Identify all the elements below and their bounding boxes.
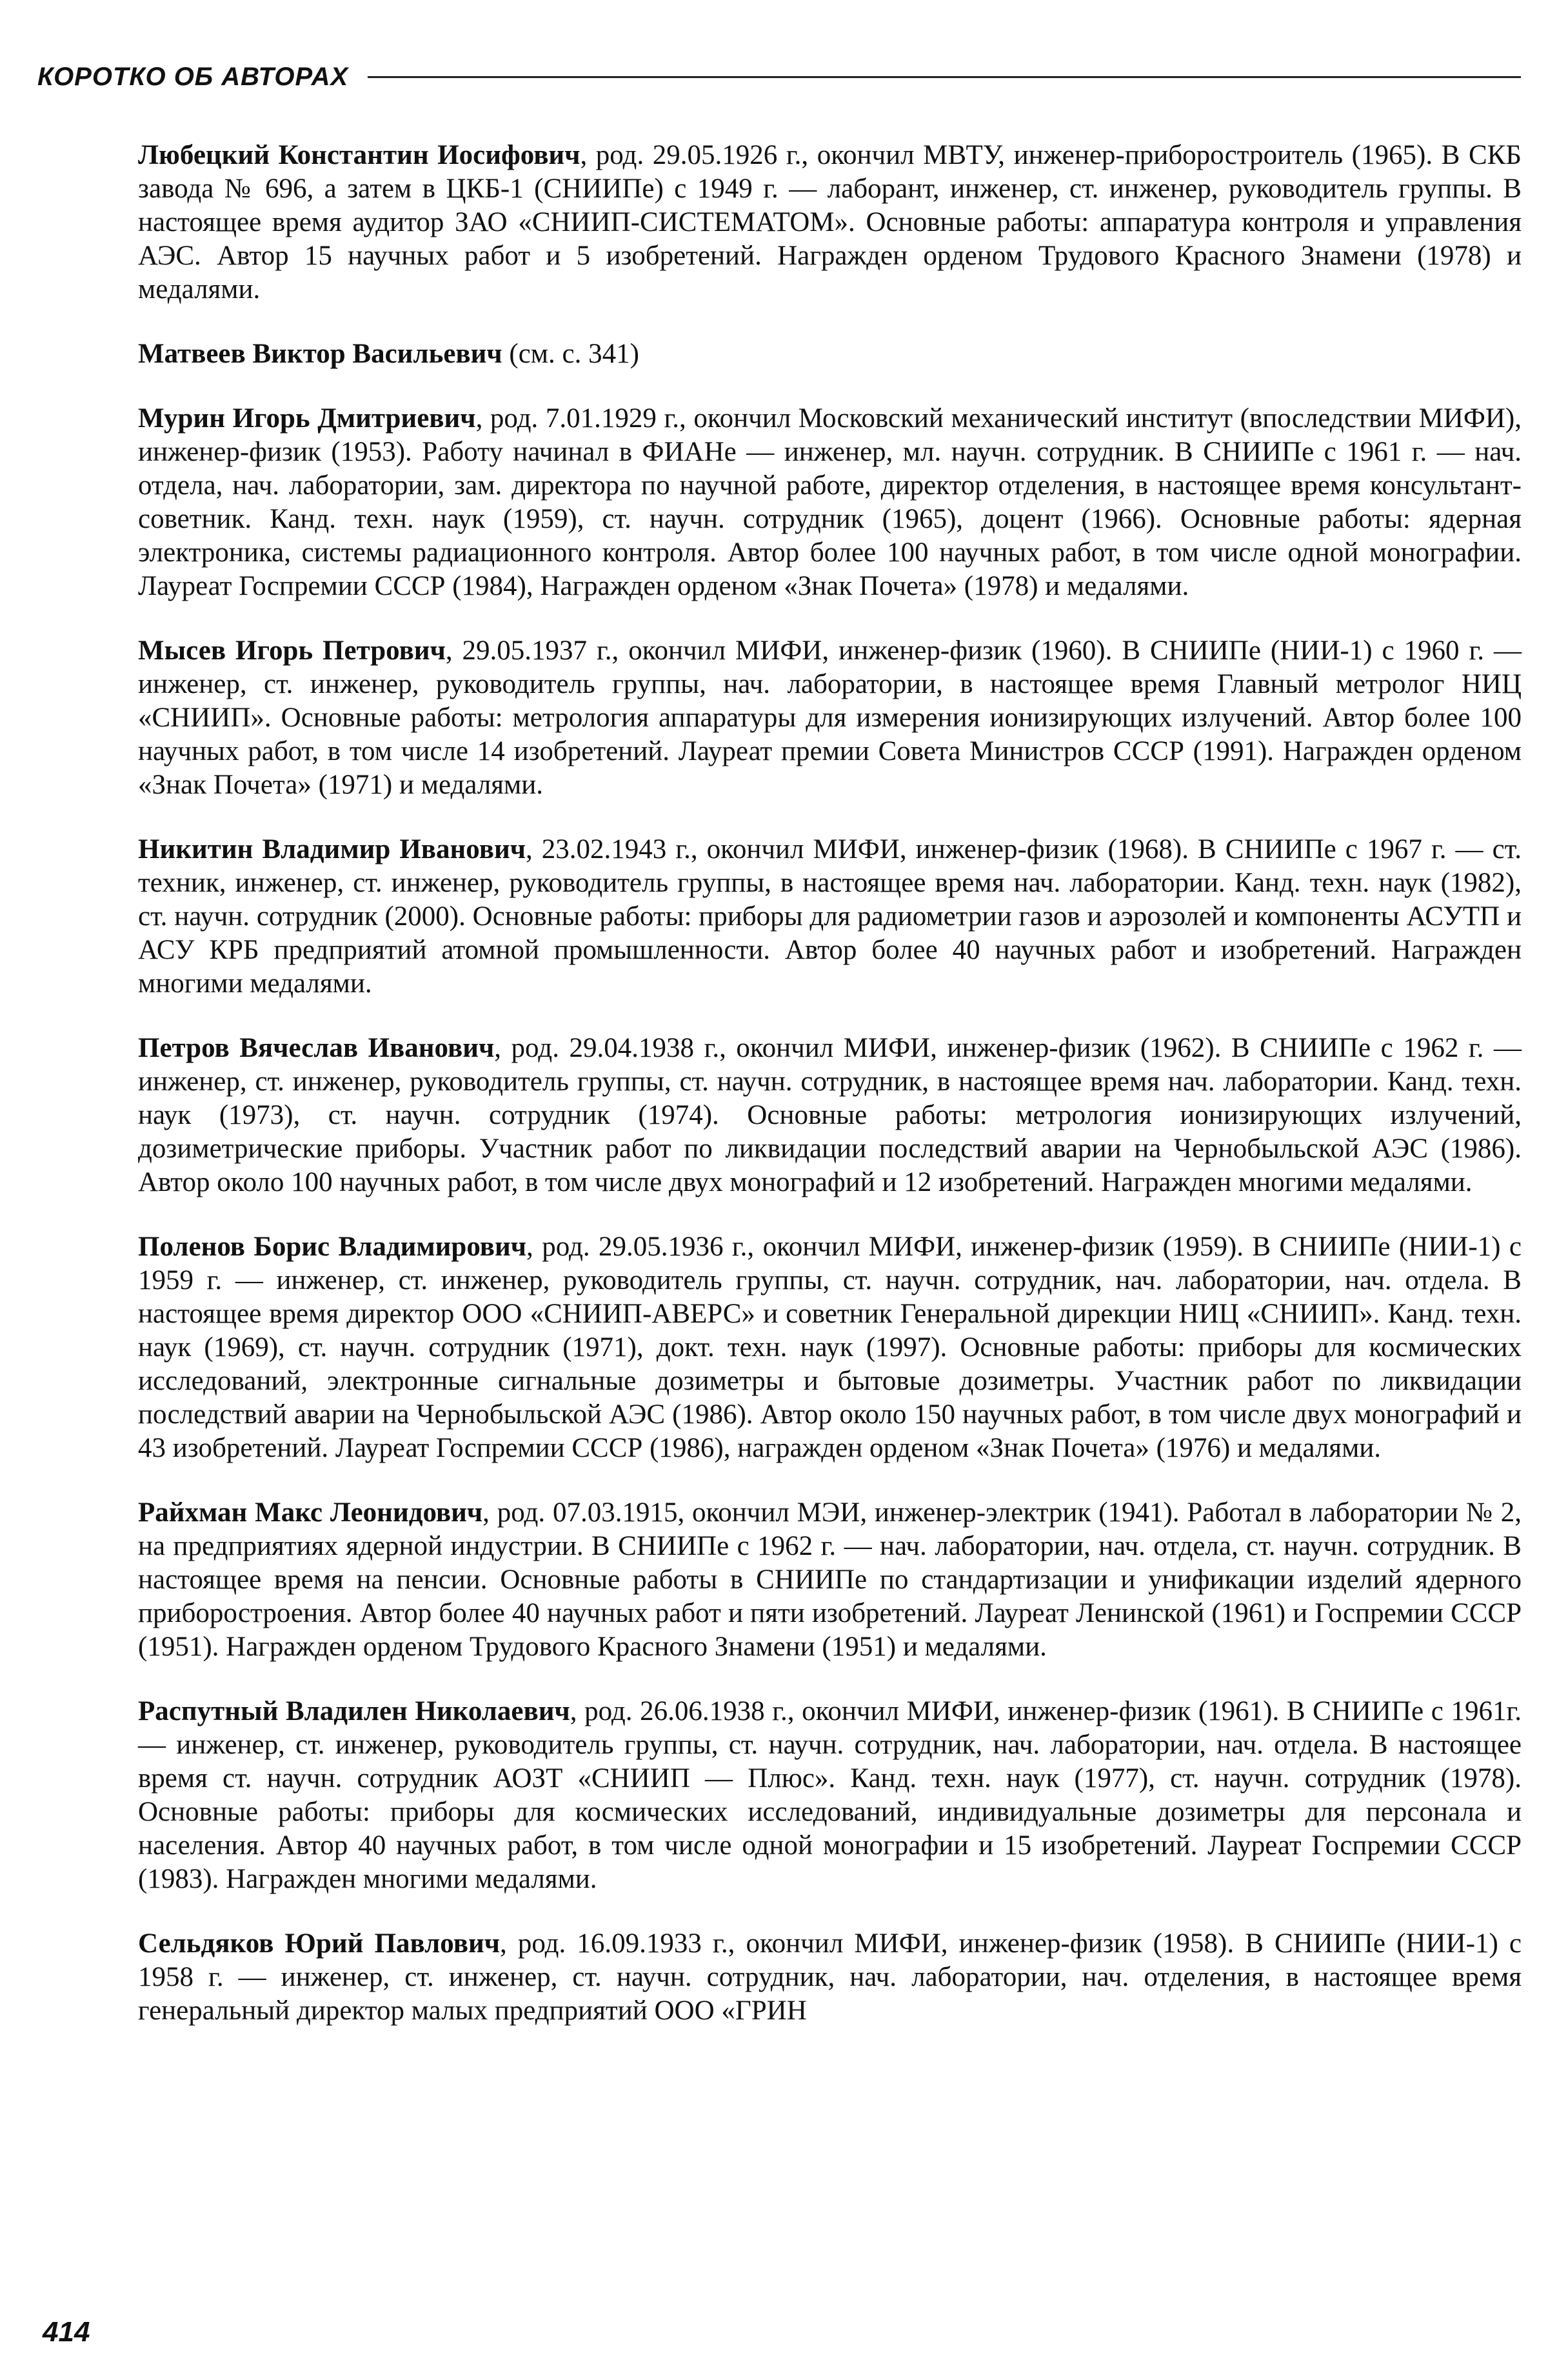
author-bio: , 23.02.1943 г., окончил МИФИ, инженер-физик (1968). В СНИИПе с 1967 г. — ст. техник, инженер, ст. инженер, руководитель группы, в настоящее время нач. лаборатории. Канд. техн. наук (1982), ст. научн. сотрудник (2000). Основные работы: приборы для радиометрии газов и аэрозолей и компоненты АСУТП и АСУ КРБ предприятий атомной промышленности. Автор более 40 научных работ и изобретений. Награжден многими медалями. (138, 834, 1522, 999)
author-entries (138, 139, 1522, 2059)
page-number: 414 (43, 2316, 90, 2348)
author-name: Райхман Макс Леонидович (138, 1497, 483, 1528)
author-name: Мысев Игорь Петрович (138, 635, 446, 666)
author-name: Матвеев Виктор Васильевич (138, 339, 502, 369)
author-bio: , род. 29.05.1926 г., окончил МВТУ, инженер-приборостроитель (1965). В СКБ завода № 696, а затем в ЦКБ-1 (СНИИПе) с 1949 г. — лаборант, инженер, ст. инженер, руководитель группы. В настоящее время аудитор ЗАО «СНИИП-СИСТЕМАТОМ». Основные работы: аппаратура контроля и управления АЭС. Автор 15 научных работ и 5 изобретений. Награжден орденом Трудового Красного Знамени (1978) и медалями. (138, 140, 1522, 305)
author-bio: , род. 7.01.1929 г., окончил Московский механический институт (впоследствии МИФИ), инженер-физик (1953). Работу начинал в ФИАНе — инженер, мл. научн. сотрудник. В СНИИПе с 1961 г. — нач. отдела, нач. лаборатории, зам. директора по научной работе, директор отделения, в настоящее время консультант-советник. Канд. техн. наук (1959), ст. научн. сотрудник (1965), доцент (1966). Основные работы: ядерная электроника, системы радиационного контроля. Автор более 100 научных работ, в том числе одной монографии. Лауреат Госпремии СССР (1984), Награжден орденом «Знак Почета» (1978) и медалями. (138, 403, 1522, 601)
author-entry (138, 1496, 1522, 1664)
author-entry (138, 634, 1522, 802)
author-bio: , род. 29.04.1938 г., окончил МИФИ, инженер-физик (1962). В СНИИПе с 1962 г. — инженер, ст. инженер, руководитель группы, ст. научн. сотрудник, в настоящее время нач. лаборатории. Канд. техн. наук (1973), ст. научн. сотрудник (1974). Основные работы: метрология ионизирующих излучений, дозиметрические приборы. Участник работ по ликвидации последствий аварии на Чернобыльской АЭС (1986). Автор около 100 научных работ, в том числе двух монографий и 12 изобретений. Награжден многими медалями. (138, 1033, 1522, 1197)
author-entry (138, 139, 1522, 306)
author-entry (138, 1927, 1522, 2028)
author-bio: , род. 29.05.1936 г., окончил МИФИ, инженер-физик (1959). В СНИИПе (НИИ-1) с 1959 г. — инженер, ст. инженер, руководитель группы, ст. научн. сотрудник, нач. лаборатории, нач. отдела. В настоящее время директор ООО «СНИИП-АВЕРС» и советник Генеральной дирекции НИЦ «СНИИП». Канд. техн. наук (1969), ст. научн. сотрудник (1971), докт. техн. наук (1997). Основные работы: приборы для космических исследований, электронные сигнальные дозиметры и бытовые дозиметры. Участник работ по ликвидации последствий аварии на Чернобыльской АЭС (1986). Автор около 150 научных работ, в том числе двух монографий и 43 изобретений. Лауреат Госпремии СССР (1986), награжден орденом «Знак Почета» (1976) и медалями. (138, 1232, 1522, 1463)
author-bio: , род. 26.06.1938 г., окончил МИФИ, инженер-физик (1961). В СНИИПе с 1961г. — инженер, ст. инженер, руководитель группы, ст. научн. сотрудник, нач. лаборатории, нач. отдела. В настоящее время ст. научн. сотрудник АОЗТ «СНИИП — Плюс». Канд. техн. наук (1977), ст. научн. сотрудник (1978). Основные работы: приборы для космических исследований, индивидуальные дозиметры для персонала и населения. Автор 40 научных работ, в том числе одной монографии и 15 изобретений. Лауреат Госпремии СССР (1983). Награжден многими медалями. (138, 1696, 1522, 1894)
author-name: Мурин Игорь Дмитриевич (138, 403, 476, 434)
author-entry (138, 337, 1522, 371)
author-name: Распутный Владилен Николаевич (138, 1696, 570, 1726)
author-name: Сельдяков Юрий Павлович (138, 1928, 500, 1959)
author-entry (138, 1695, 1522, 1896)
author-name: Любецкий Константин Иосифович (138, 140, 580, 170)
header-rule (368, 76, 1521, 78)
author-entry (138, 1230, 1522, 1465)
author-name: Поленов Борис Владимирович (138, 1232, 527, 1262)
running-header (37, 54, 1521, 99)
author-entry (138, 1032, 1522, 1199)
author-bio: , род. 16.09.1933 г., окончил МИФИ, инженер-физик (1958). В СНИИПе (НИИ-1) с 1958 г. — инженер, ст. инженер, ст. научн. сотрудник, нач. лаборатории, нач. отделения, в настоящее время генеральный директор малых предприятий ООО «ГРИН (138, 1928, 1522, 2026)
author-name: Никитин Владимир Иванович (138, 834, 526, 865)
author-bio: , 29.05.1937 г., окончил МИФИ, инженер-физик (1960). В СНИИПе (НИИ-1) с 1960 г. — инженер, ст. инженер, руководитель группы, нач. лаборатории, в настоящее время Главный метролог НИЦ «СНИИП». Основные работы: метрология аппаратуры для измерения ионизирующих излучений. Автор более 100 научных работ, в том числе 14 изобретений. Лауреат премии Совета Министров СССР (1991). Награжден орденом «Знак Почета» (1971) и медалями. (138, 635, 1522, 800)
author-name: Петров Вячеслав Иванович (138, 1033, 495, 1063)
author-bio: , род. 07.03.1915, окончил МЭИ, инженер-электрик (1941). Работал в лаборатории № 2, на предприятиях ядерной индустрии. В СНИИПе с 1962 г. — нач. лаборатории, нач. отдела, ст. научн. сотрудник. В настоящее время на пенсии. Основные работы в СНИИПе по стандартизации и унификации изделий ядерного приборостроения. Автор более 40 научных работ и пяти изобретений. Лауреат Ленинской (1961) и Госпремии СССР (1951). Награжден орденом Трудового Красного Знамени (1951) и медалями. (138, 1497, 1522, 1662)
author-entry (138, 833, 1522, 1001)
section-title: КОРОТКО ОБ АВТОРАХ (37, 62, 349, 91)
author-bio: (см. с. 341) (502, 339, 639, 369)
author-entry (138, 402, 1522, 603)
